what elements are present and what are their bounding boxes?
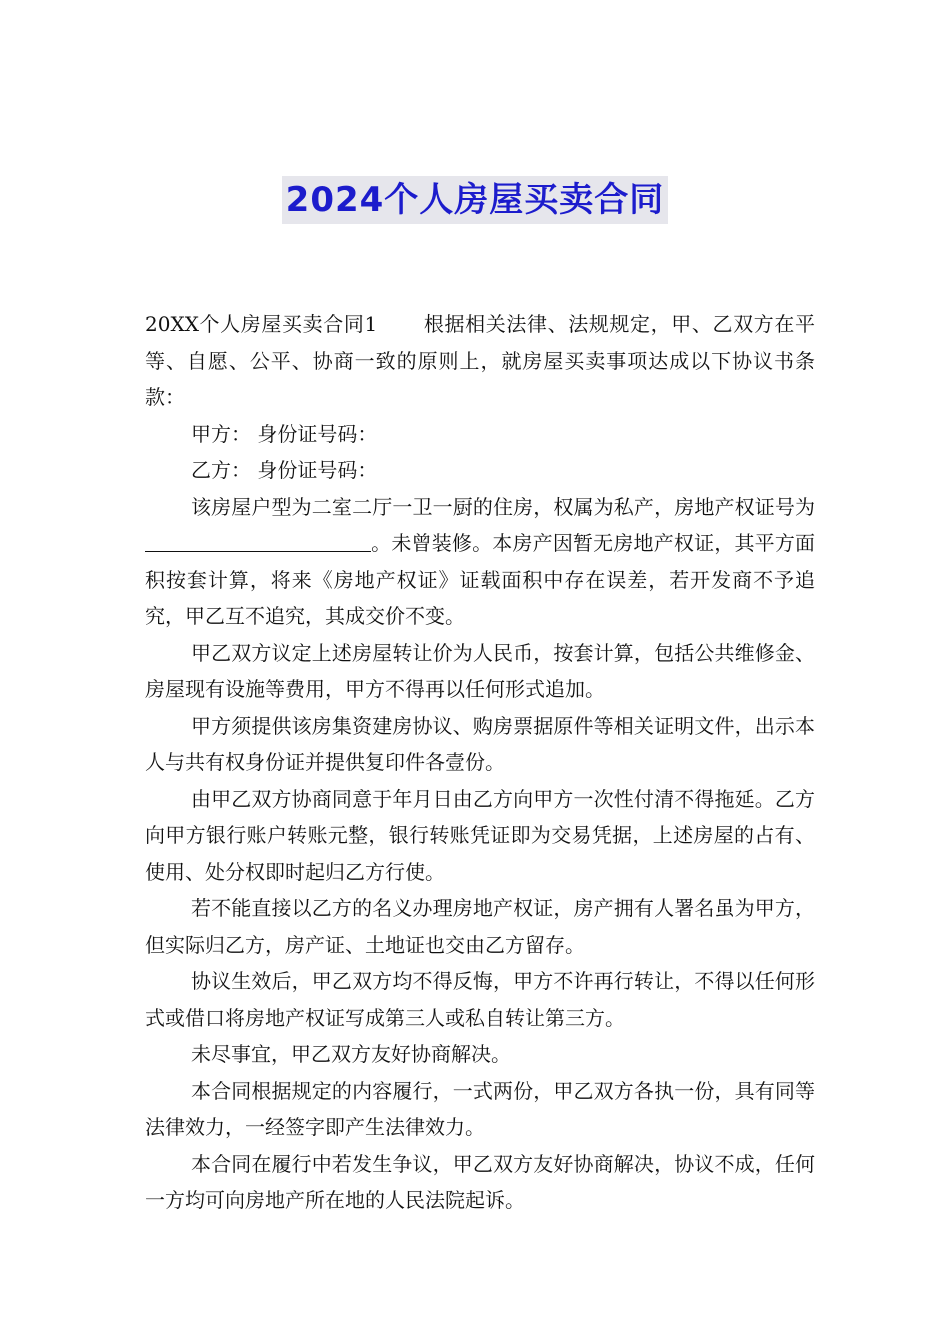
title-certificate-paragraph: 若不能直接以乙方的名义办理房地产权证，房产拥有人署名虽为甲方，但实际归乙方，房产证、土地证也交由乙方留存。 [145,896,815,957]
intro-paragraph [145,306,815,416]
party-b-line: 乙方： 身份证号码： [191,458,378,482]
payment-paragraph: 由甲乙双方协商同意于年月日由乙方向甲方一次性付清不得拖延。乙方向甲方银行账户转账元整，银行转账凭证即为交易凭据，上述房屋的占有、使用、处分权即时起归乙方行使。 [145,786,815,884]
intro-text: 根据相关法律、法规规定，甲、乙双方在平等、自愿、公平、协商一致的原则上，就房屋买卖事项达成以下协议书条款： [145,312,816,409]
party-a-line: 甲方： 身份证号码： [191,421,378,446]
effect-paragraph: 协议生效后，甲乙双方均不得反悔，甲方不许再行转让，不得以任何形式或借口将房地产权证写成第三人或私自转让第三方。 [145,969,815,1030]
house-text-post: 。未曾装修。本房产因暂无房地产权证，其平方面积按套计算，将来《房地产权证》证载面积中存在误差，若开发商不予追究，甲乙互不追究，其成交价不变。 [145,531,815,628]
dispute-paragraph: 本合同在履行中若发生争议，甲乙双方友好协商解决，协议不成，任何一方均可向房地产所在地的人民法院起诉。 [145,1151,815,1212]
house-paragraph [145,489,815,635]
documents-paragraph: 甲方须提供该房集资建房协议、购房票据原件等相关证明文件，出示本人与共有权身份证并提供复印件各壹份。 [145,713,815,774]
document-body [145,306,815,1219]
copies-paragraph: 本合同根据规定的内容履行，一式两份，甲乙双方各执一份，具有同等法律效力，一经签字即产生法律效力。 [145,1078,815,1139]
house-text-pre: 该房屋户型为二室二厅一卫一厨的住房，权属为私产，房地产权证号为 [191,494,815,519]
certificate-number-blank [145,531,371,552]
intro-heading: 20XX个人房屋买卖合同1 [145,312,378,336]
matters-paragraph: 未尽事宜，甲乙双方友好协商解决。 [191,1042,511,1066]
document-title: 2024个人房屋买卖合同 [282,176,669,224]
price-paragraph: 甲乙双方议定上述房屋转让价为人民币，按套计算，包括公共维修金、房屋现有设施等费用，甲方不得再以任何形式追加。 [145,640,815,701]
title-container [0,176,950,224]
